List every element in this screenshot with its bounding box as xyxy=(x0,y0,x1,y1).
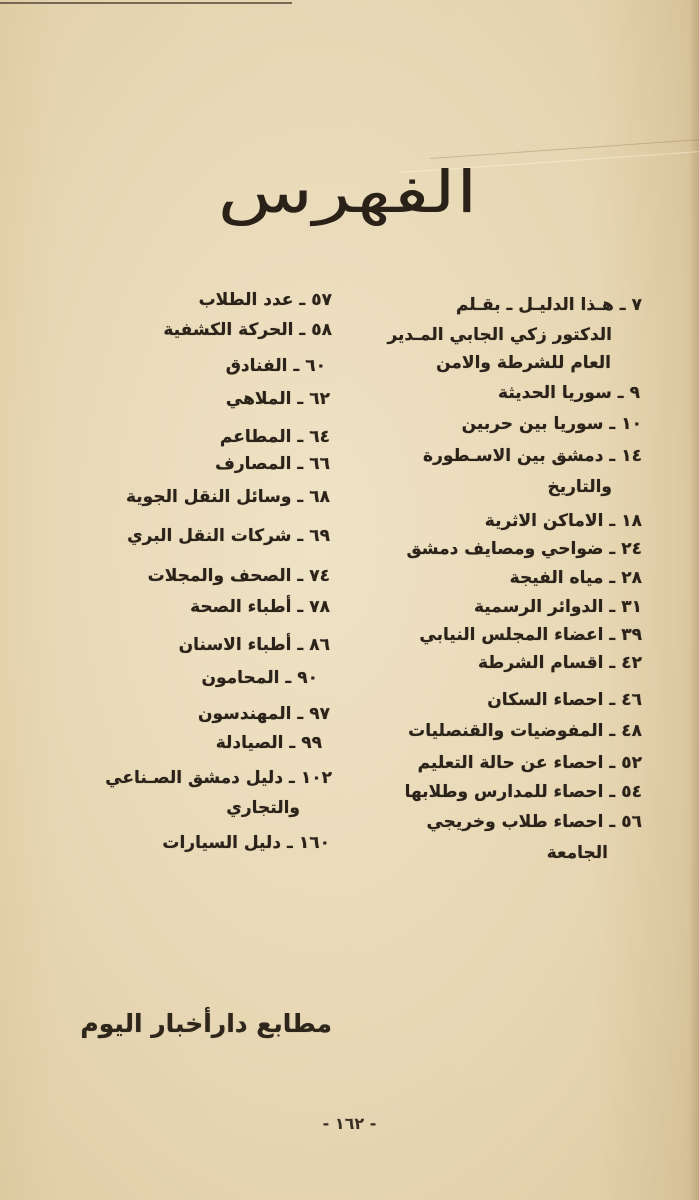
entry-title: المفوضيات والقنصليات xyxy=(408,721,604,741)
index-entry xyxy=(220,424,330,450)
entry-title: احصاء للمدارس وطلابها xyxy=(404,782,604,802)
index-entry xyxy=(148,563,330,589)
entry-continuation: والتجاري xyxy=(226,798,300,818)
page-number: ٦٠ xyxy=(305,356,326,376)
entry-dash: ـ xyxy=(609,721,616,741)
entry-dash: ـ xyxy=(609,511,616,531)
entry-title: احصاء السكان xyxy=(487,690,604,710)
entry-dash: ـ xyxy=(609,446,616,466)
entry-title: الحركة الكشفية xyxy=(163,320,294,340)
entry-title: هـذا الدليـل ـ بقـلم xyxy=(455,295,614,315)
entry-dash: ـ xyxy=(609,753,616,773)
page-number: ٩٩ xyxy=(301,733,322,753)
entry-dash: ـ xyxy=(297,597,304,617)
page-number: ٦٢ xyxy=(309,389,330,409)
entry-title: احصاء طلاب وخريجي xyxy=(426,812,604,832)
index-entry xyxy=(226,353,326,379)
page-number: ٧٨ xyxy=(309,597,330,617)
entry-dash: ـ xyxy=(299,290,306,310)
page-number: ٧٤ xyxy=(309,566,330,586)
entry-continuation: الدكتور زكي الجابي المـدير xyxy=(387,325,612,345)
entry-dash: ـ xyxy=(609,568,616,588)
entry-title: اعضاء المجلس النيابي xyxy=(419,625,604,645)
entry-dash: ـ xyxy=(617,383,624,403)
entry-title: اقسام الشرطة xyxy=(477,653,604,673)
entry-title: أطباء الصحة xyxy=(190,597,292,617)
page-number: ٩٠ xyxy=(297,668,318,688)
index-entry xyxy=(190,594,330,620)
index-entry xyxy=(179,632,330,658)
entry-title: وسائل النقل الجوية xyxy=(125,487,292,507)
entry-title: سوريا بين حربين xyxy=(461,414,604,434)
entry-title: دليل دمشق الصـناعي xyxy=(105,768,284,788)
page-number: ١٠ xyxy=(621,414,642,434)
index-entry xyxy=(215,451,330,477)
entry-title: احصاء عن حالة التعليم xyxy=(417,753,604,773)
page-number: ٥٤ xyxy=(621,782,642,802)
page-number: ٦٦ xyxy=(309,454,330,474)
index-entry xyxy=(226,386,330,412)
entry-dash: ـ xyxy=(297,704,304,724)
entry-title: الملاهي xyxy=(225,389,292,409)
entry-continuation: والتاريخ xyxy=(547,477,612,497)
index-entry xyxy=(198,701,330,727)
entry-title: الفنادق xyxy=(225,356,288,376)
entry-dash: ـ xyxy=(297,635,304,655)
index-entry xyxy=(105,765,332,791)
entry-title: الصيادلة xyxy=(215,733,284,753)
entry-title: المصارف xyxy=(215,454,292,474)
page-number: ٤٢ xyxy=(621,653,642,673)
entry-title: الصحف والمجلات xyxy=(147,566,292,586)
page-number: ١٨ xyxy=(621,511,642,531)
entry-dash: ـ xyxy=(289,733,296,753)
entry-title: المطاعم xyxy=(219,427,292,447)
entry-title: المحامون xyxy=(201,668,280,688)
entry-title: الاماكن الاثرية xyxy=(484,511,604,531)
page-number: ٩٧ xyxy=(309,704,330,724)
index-title: الفهرس xyxy=(217,158,478,226)
entry-dash: ـ xyxy=(289,768,295,788)
page-number: ٥٧ xyxy=(311,290,332,310)
entry-dash: ـ xyxy=(297,566,304,586)
index-entry xyxy=(127,523,330,549)
entry-dash: ـ xyxy=(609,653,616,673)
page-number: ٦٨ xyxy=(309,487,330,507)
entry-title: شركات النقل البري xyxy=(127,526,292,546)
entry-title: دمشق بين الاسـطورة xyxy=(423,446,604,466)
page-number: ٢٤ xyxy=(621,539,642,559)
entry-dash: ـ xyxy=(609,812,616,832)
page-number-footer: - ١٦٢ - xyxy=(322,1114,377,1133)
entry-continuation: الجامعة xyxy=(546,843,608,863)
entry-dash: ـ xyxy=(297,389,304,409)
entry-dash: ـ xyxy=(297,526,304,546)
page-number: ٥٨ xyxy=(311,320,332,340)
page-number: ٦٩ xyxy=(309,526,330,546)
page-number: ٣١ xyxy=(621,597,642,617)
entry-title: المهندسون xyxy=(197,704,292,724)
page-number: ٤٦ xyxy=(621,690,642,710)
entry-title: أطباء الاسنان xyxy=(178,635,292,655)
page-number: ٥٢ xyxy=(621,753,642,773)
page-number: ٩ xyxy=(629,383,640,403)
page-number: ١٠٢ xyxy=(300,768,332,788)
entry-title: دليل السيارات xyxy=(162,833,282,853)
page-number: ٤٨ xyxy=(621,721,642,741)
entry-continuation: العام للشرطة والامن xyxy=(436,353,611,373)
entry-title: عدد الطلاب xyxy=(198,290,294,310)
page-number: ٦٤ xyxy=(309,427,330,447)
entry-dash: ـ xyxy=(297,454,304,474)
page-number: ٢٨ xyxy=(621,568,642,588)
entry-dash: ـ xyxy=(609,625,616,645)
index-entry xyxy=(216,730,322,756)
page-number: ٣٩ xyxy=(621,625,642,645)
entry-dash: ـ xyxy=(285,668,292,688)
entry-title: الدوائر الرسمية xyxy=(473,597,604,617)
page-number: ١٦٠ xyxy=(298,833,330,853)
entry-dash: ـ xyxy=(609,539,616,559)
page-number: ٨٦ xyxy=(309,635,330,655)
entry-dash: ـ xyxy=(287,833,293,853)
entry-dash: ـ xyxy=(609,690,616,710)
index-entry xyxy=(199,287,332,313)
printer-imprint: مطابع دارأخبار اليوم xyxy=(80,1009,332,1038)
entry-title: مياه الفيجة xyxy=(509,568,604,588)
index-entry xyxy=(163,317,332,343)
entry-dash: ـ xyxy=(609,597,616,617)
page-number: ٧ xyxy=(631,295,642,315)
entry-title: سوريا الحديثة xyxy=(498,383,612,403)
entry-dash: ـ xyxy=(619,295,626,315)
index-entry xyxy=(201,665,318,691)
entry-dash: ـ xyxy=(293,356,300,376)
index-entry xyxy=(126,484,330,510)
entry-dash: ـ xyxy=(297,487,304,507)
entry-dash: ـ xyxy=(299,320,306,340)
entry-dash: ـ xyxy=(297,427,304,447)
entry-dash: ـ xyxy=(609,414,616,434)
page-number: ١٤ xyxy=(621,446,642,466)
entry-title: ضواحي ومصايف دمشق xyxy=(406,539,604,559)
page-number: ٥٦ xyxy=(621,812,642,832)
index-entry xyxy=(162,830,330,856)
entry-dash: ـ xyxy=(609,782,616,802)
